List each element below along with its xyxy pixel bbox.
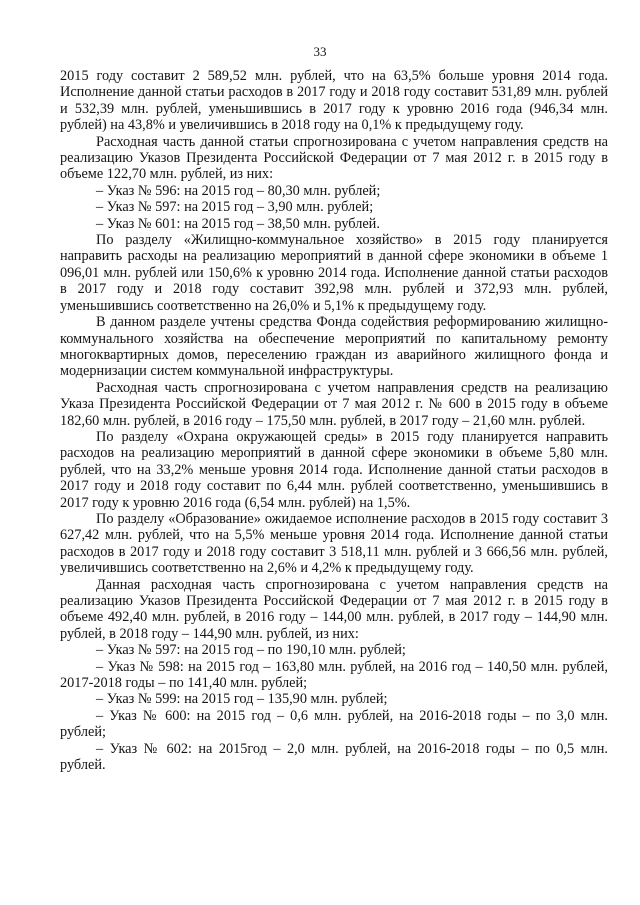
list-item: – Указ № 600: на 2015 год – 0,6 млн. рублей, на 2016-2018 годы – по 3,0 млн. рублей; <box>60 707 608 741</box>
paragraph: По разделу «Охрана окружающей среды» в 2015 году планируется направить расходов на реализацию мероприятий в данной сфере экономики в объеме 5,80 млн. рублей, что на 33,2% меньше уровня 2014 года. Исполнение данной статьи расходов в 2017 году и 2018 году составит по 6,44 млн. рублей соответственно, уменьшившись в 2017 году к уровню 2016 года (6,54 млн. рублей) на 1,5%. <box>60 428 608 511</box>
list-item: – Указ № 597: на 2015 год – 3,90 млн. рублей; <box>96 199 374 216</box>
page-number: 33 <box>313 44 327 59</box>
paragraph: Расходная часть спрогнозирована с учетом направления средств на реализацию Указа Президента Российской Федерации от 7 мая 2012 г. № 600 в 2015 году в объеме 182,60 млн. рублей, в 2016 году – 175,50 млн. рублей, в 2017 году – 21,60 млн. рублей. <box>60 379 608 429</box>
list-item: – Указ № 602: на 2015год – 2,0 млн. рублей, на 2016-2018 годы – по 0,5 млн. рублей. <box>60 740 608 774</box>
paragraph-continued: 2015 году составит 2 589,52 млн. рублей, что на 63,5% больше уровня 2014 года. Исполнение данной статьи расходов в 2017 году и 2018 году составит 531,89 млн. рублей и 532,39 млн. рублей, уменьшившись в 2017 году к уровню 2016 года (946,34 млн. рублей) на 43,8% и увеличившись в 2018 году на 0,1% к предыдущему году. <box>60 68 608 134</box>
list-item: – Указ № 601: на 2015 год – 38,50 млн. рублей. <box>96 215 380 232</box>
list-item: – Указ № 599: на 2015 год – 135,90 млн. рублей; <box>96 691 388 708</box>
document-body <box>60 68 608 773</box>
paragraph: Данная расходная часть спрогнозирована с учетом направления средств на реализацию Указов Президента Российской Федерации от 7 мая 2012 г. в 2015 году в объеме 492,40 млн. рублей, в 2016 году – 144,00 млн. рублей, в 2017 году – 144,90 млн. рублей, в 2018 году – 144,90 млн. рублей, из них: <box>60 576 608 642</box>
paragraph: По разделу «Жилищно-коммунальное хозяйство» в 2015 году планируется направить расходы на реализацию мероприятий в данной сфере экономики в объеме 1 096,01 млн. рублей или 150,6% к уровню 2014 года. Исполнение данной статьи расходов в 2017 году и 2018 году составит 392,98 млн. рублей и 372,93 млн. рублей, уменьшившись соответственно на 26,0% и 5,1% к предыдущему году. <box>60 232 608 314</box>
paragraph: Расходная часть данной статьи спрогнозирована с учетом направления средств на реализацию Указов Президента Российской Федерации от 7 мая 2012 г. в 2015 году в объеме 122,70 млн. рублей, из них: <box>60 133 608 183</box>
list-item: – Указ № 597: на 2015 год – по 190,10 млн. рублей; <box>96 642 406 659</box>
list-item: – Указ № 596: на 2015 год – 80,30 млн. рублей; <box>96 182 381 199</box>
list-item: – Указ № 598: на 2015 год – 163,80 млн. рублей, на 2016 год – 140,50 млн. рублей, 2017-2018 годы – по 141,40 млн. рублей; <box>60 658 608 692</box>
paragraph: По разделу «Образование» ожидаемое исполнение расходов в 2015 году составит 3 627,42 млн. рублей, что на 5,5% меньше уровня 2014 года. Исполнение данной статьи расходов в 2017 году и 2018 году составит 3 518,11 млн. рублей и 3 666,56 млн. рублей, увеличившись соответственно на 2,6% и 4,2% к предыдущему году. <box>60 510 608 577</box>
paragraph: В данном разделе учтены средства Фонда содействия реформированию жилищно-коммунального хозяйства на обеспечение мероприятий по капитальному ремонту многоквартирных домов, переселению граждан из аварийного жилищного фонда и модернизации систем коммунальной инфраструктуры. <box>60 314 608 380</box>
